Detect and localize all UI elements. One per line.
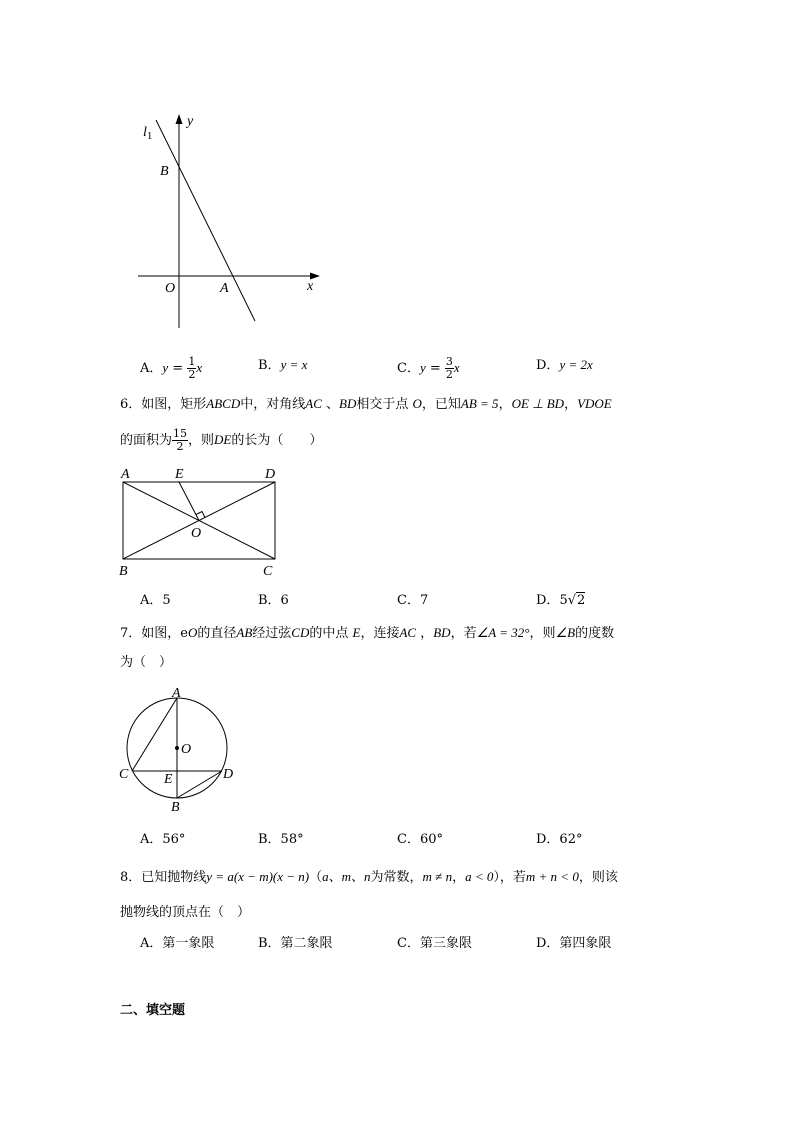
q5-option-b[interactable]: B．y = x xyxy=(258,357,308,373)
label-l1: $l_1$ xyxy=(143,125,153,142)
q7-stem-line2: 为（ ） xyxy=(120,655,173,670)
fraction: $\frac{1}{2}$ xyxy=(188,355,196,381)
label-D: D xyxy=(223,767,234,782)
q7-stem-line1: 7．如图，eO的直径AB经过弦CD的中点 E，连接AC ，BD，若∠A = 32°，则∠B的度数 xyxy=(120,625,615,641)
figure-q6-rectangle xyxy=(115,462,290,580)
label-O: O xyxy=(181,742,192,757)
q8-option-d[interactable]: D．第四象限 xyxy=(536,936,612,951)
q8-stem-line2: 抛物线的顶点在（ ） xyxy=(120,905,251,920)
y-axis-arrow xyxy=(176,114,183,124)
q5-option-d[interactable]: D．y = 2x xyxy=(536,357,593,373)
figure-q7-circle xyxy=(115,683,245,813)
q6-option-b[interactable]: B．6 xyxy=(258,593,289,608)
q8-stem-line1: 8．已知抛物线y = a(x − m)(x − n)（a、m、n为常数，m ≠ n，a < 0），若m + n < 0，则该 xyxy=(120,869,618,885)
fraction: $\frac{15}{2}$ xyxy=(173,427,188,453)
q8-option-a[interactable]: A．第一象限 xyxy=(140,936,215,951)
center-point xyxy=(175,746,179,750)
label-O: O xyxy=(165,281,176,296)
section-title-fill-in: 二、填空题 xyxy=(120,1003,186,1018)
q5-option-a[interactable]: A．y = $\frac{1}{2}$ x xyxy=(140,355,203,381)
label-E: E xyxy=(175,467,184,482)
label-A: A xyxy=(220,281,229,296)
label-A: A xyxy=(172,686,181,701)
q7-option-a[interactable]: A．56° xyxy=(140,832,186,847)
q7-option-d[interactable]: D．62° xyxy=(536,832,583,847)
segment-ac xyxy=(132,698,177,771)
figure-q5-coordinate-plane xyxy=(130,108,330,333)
q8-option-c[interactable]: C．第三象限 xyxy=(397,936,472,951)
label-B: B xyxy=(119,564,128,579)
q7-option-b[interactable]: B．58° xyxy=(258,832,304,847)
label-B: B xyxy=(171,800,180,813)
segment-bd xyxy=(177,771,222,798)
q6-option-c[interactable]: C．7 xyxy=(397,593,429,608)
q7-option-c[interactable]: C．60° xyxy=(397,832,443,847)
label-x: x xyxy=(307,279,314,294)
fraction: $\frac{3}{2}$ xyxy=(445,355,453,381)
q8-option-b[interactable]: B．第二象限 xyxy=(258,936,333,951)
q6-option-d[interactable]: D．5√2 xyxy=(536,593,586,608)
q5-option-c[interactable]: C．y = $\frac{3}{2}$ x xyxy=(397,355,460,381)
label-C: C xyxy=(119,767,129,782)
q6-stem-line1: 6．如图，矩形ABCD中，对角线AC 、BD相交于点 O，已知AB = 5，OE ⊥ BD，VDOE xyxy=(120,396,612,412)
label-E: E xyxy=(164,772,173,787)
segment-oe xyxy=(179,482,199,521)
label-D: D xyxy=(265,467,276,482)
label-A: A xyxy=(121,467,130,482)
label-B: B xyxy=(160,164,169,179)
q6-stem-line2: 的面积为 $\frac{15}{2}$ ，则DE的长为（ ） xyxy=(120,427,323,453)
label-C: C xyxy=(263,564,273,579)
q6-option-a[interactable]: A．5 xyxy=(140,593,171,608)
label-y: y xyxy=(187,114,194,129)
label-O: O xyxy=(191,526,202,541)
